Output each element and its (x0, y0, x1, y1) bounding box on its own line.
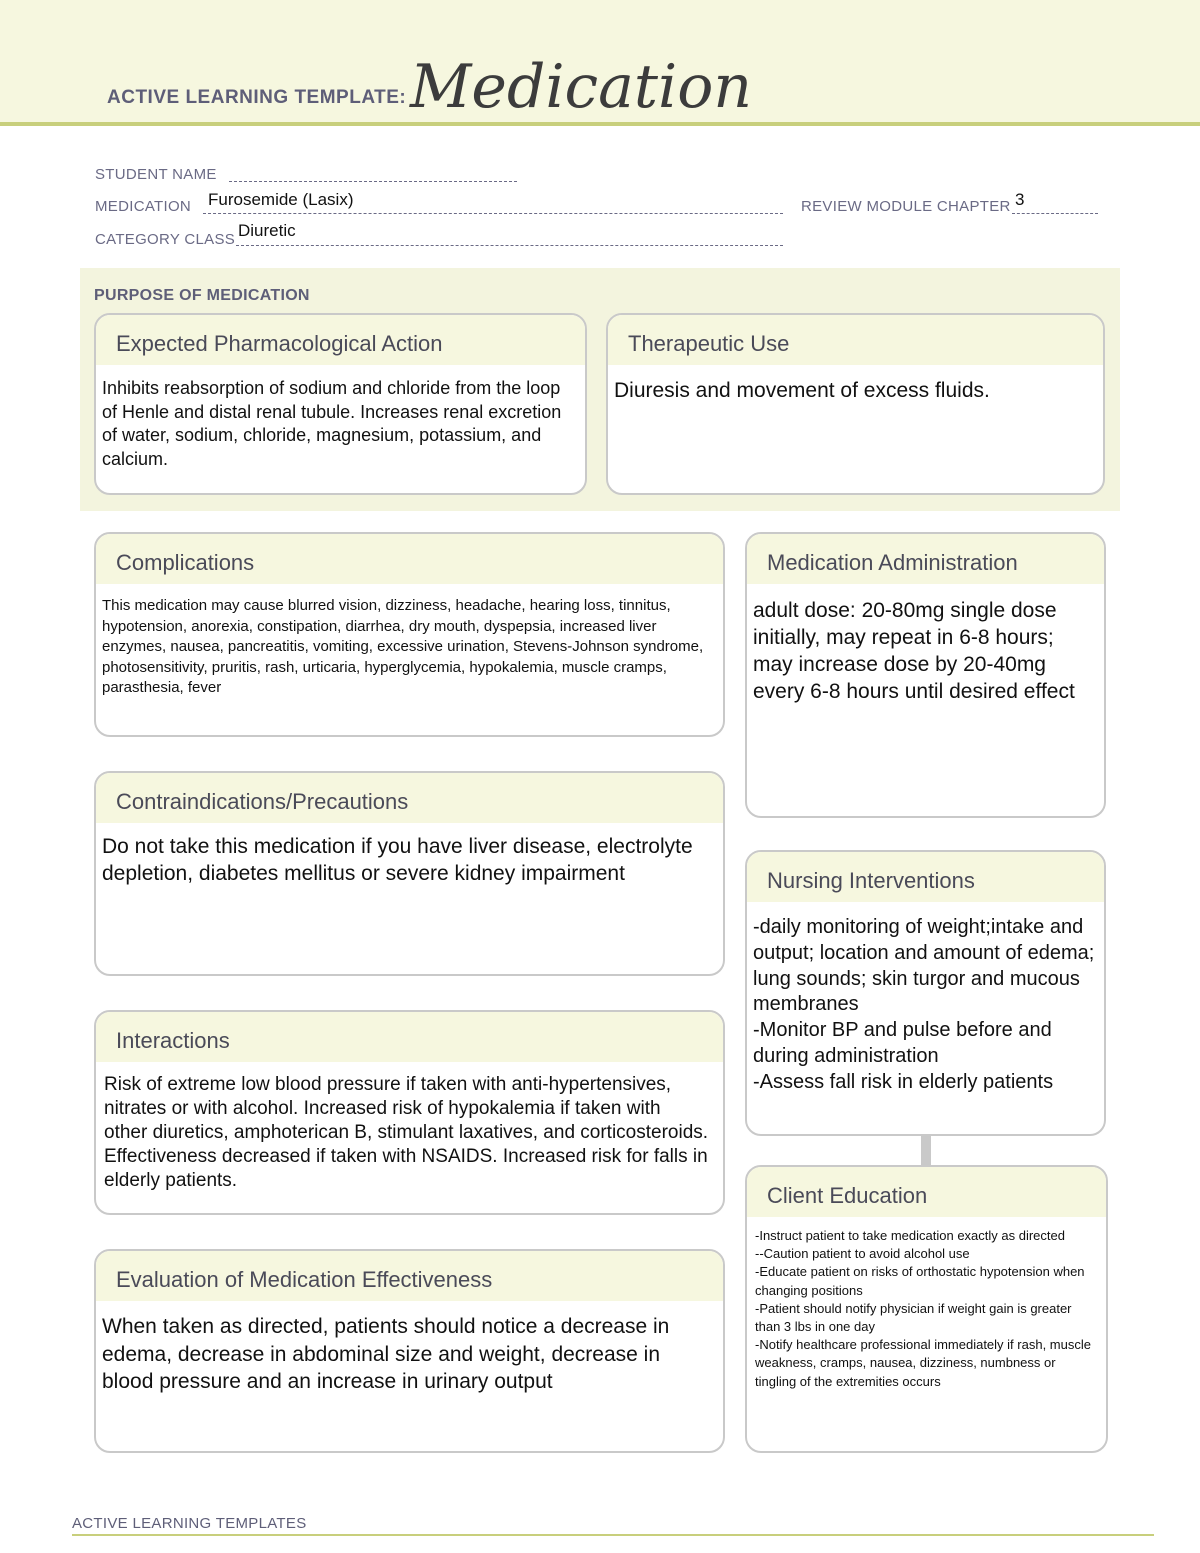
interactions-box (94, 1010, 725, 1215)
connector-bar (921, 1135, 931, 1165)
evaluation-box (94, 1249, 725, 1453)
review-module-label: REVIEW MODULE CHAPTER (801, 198, 1011, 215)
nursing-interventions-title: Nursing Interventions (747, 852, 1104, 902)
interactions-title: Interactions (96, 1012, 723, 1062)
nursing-interventions-text: -daily monitoring of weight;intake and output; location and amount of edema; lung sounds; skin turgor and mucous membranes -Monitor BP and pulse before and during administration -Assess fall risk in elderly patients (753, 916, 1095, 1093)
template-label: ACTIVE LEARNING TEMPLATE: (107, 87, 407, 108)
therapeutic-use-title: Therapeutic Use (608, 315, 1103, 365)
evaluation-title: Evaluation of Medication Effectiveness (96, 1251, 723, 1301)
review-module-value: 3 (1015, 190, 1025, 209)
therapeutic-use-box (606, 313, 1105, 495)
client-education-text: -Instruct patient to take medication exactly as directed --Caution patient to avoid alcohol use -Educate patient on risks of orthostatic hypotension when changing positions -Patient should notify physician if weight gain is greater than 3 lbs in one day -Notify healthcare professional immediately if rash, muscle weakness, cramps, nausea, dizziness, numbness or tingling of the extremities occurs (755, 1228, 1091, 1389)
expected-action-text: Inhibits reabsorption of sodium and chloride from the loop of Henle and distal renal tubule. Increases renal excretion of water, sodium, chloride, magnesium, potassium, and calcium. (102, 378, 562, 469)
expected-action-box (94, 313, 587, 495)
student-name-label: STUDENT NAME (95, 166, 217, 183)
complications-text: This medication may cause blurred vision, dizziness, headache, hearing loss, tinnitus, hypotension, anorexia, constipation, diarrhea, dry mouth, dyspepsia, increased liver enzymes, nausea, pancreatitis, vomiting, excessive urination, Stevens-Johnson syndrome, photosensitivity, pruritis, rash, urticaria, hyperglycemia, hypokalemia, muscle cramps, parasthesia, fever (102, 597, 704, 696)
therapeutic-use-text: Diuresis and movement of excess fluids. (614, 379, 990, 402)
administration-box (745, 532, 1106, 818)
page-title: Medication (410, 52, 752, 122)
student-name-line (229, 181, 517, 182)
client-education-box (745, 1165, 1108, 1453)
expected-action-title: Expected Pharmacological Action (96, 315, 585, 365)
medication-value: Furosemide (Lasix) (208, 190, 354, 209)
medication-label: MEDICATION (95, 198, 192, 215)
purpose-label: PURPOSE OF MEDICATION (94, 287, 310, 304)
category-class-line (236, 245, 783, 246)
contraindications-box (94, 771, 725, 976)
complications-title: Complications (96, 534, 723, 584)
evaluation-text: When taken as directed, patients should notice a decrease in edema, decrease in abdominal size and weight, decrease in blood pressure and an increase in urinary output (102, 1315, 670, 1393)
contraindications-text: Do not take this medication if you have liver disease, electrolyte depletion, diabetes mellitus or severe kidney impairment (102, 835, 693, 885)
interactions-text: Risk of extreme low blood pressure if taken with anti-hypertensives, nitrates or with alcohol. Increased risk of hypokalemia if taken with other diuretics, amphoterican B, stimulant laxatives, and corticosteroids. Effectiveness decreased if taken with NSAIDS. Increased risk for falls in elderly patients. (104, 1074, 709, 1191)
administration-title: Medication Administration (747, 534, 1104, 584)
medication-line (203, 213, 783, 214)
category-class-value: Diuretic (238, 221, 296, 240)
review-module-line (1012, 213, 1098, 214)
footer-label: ACTIVE LEARNING TEMPLATES (72, 1515, 307, 1532)
administration-text: adult dose: 20-80mg single dose initially, may repeat in 6-8 hours; may increase dose by 20-40mg every 6-8 hours until desired effect (753, 599, 1075, 703)
client-education-title: Client Education (747, 1167, 1106, 1217)
complications-box (94, 532, 725, 737)
category-class-label: CATEGORY CLASS (95, 231, 236, 248)
nursing-interventions-box (745, 850, 1106, 1136)
footer-line (72, 1534, 1154, 1536)
contraindications-title: Contraindications/Precautions (96, 773, 723, 823)
